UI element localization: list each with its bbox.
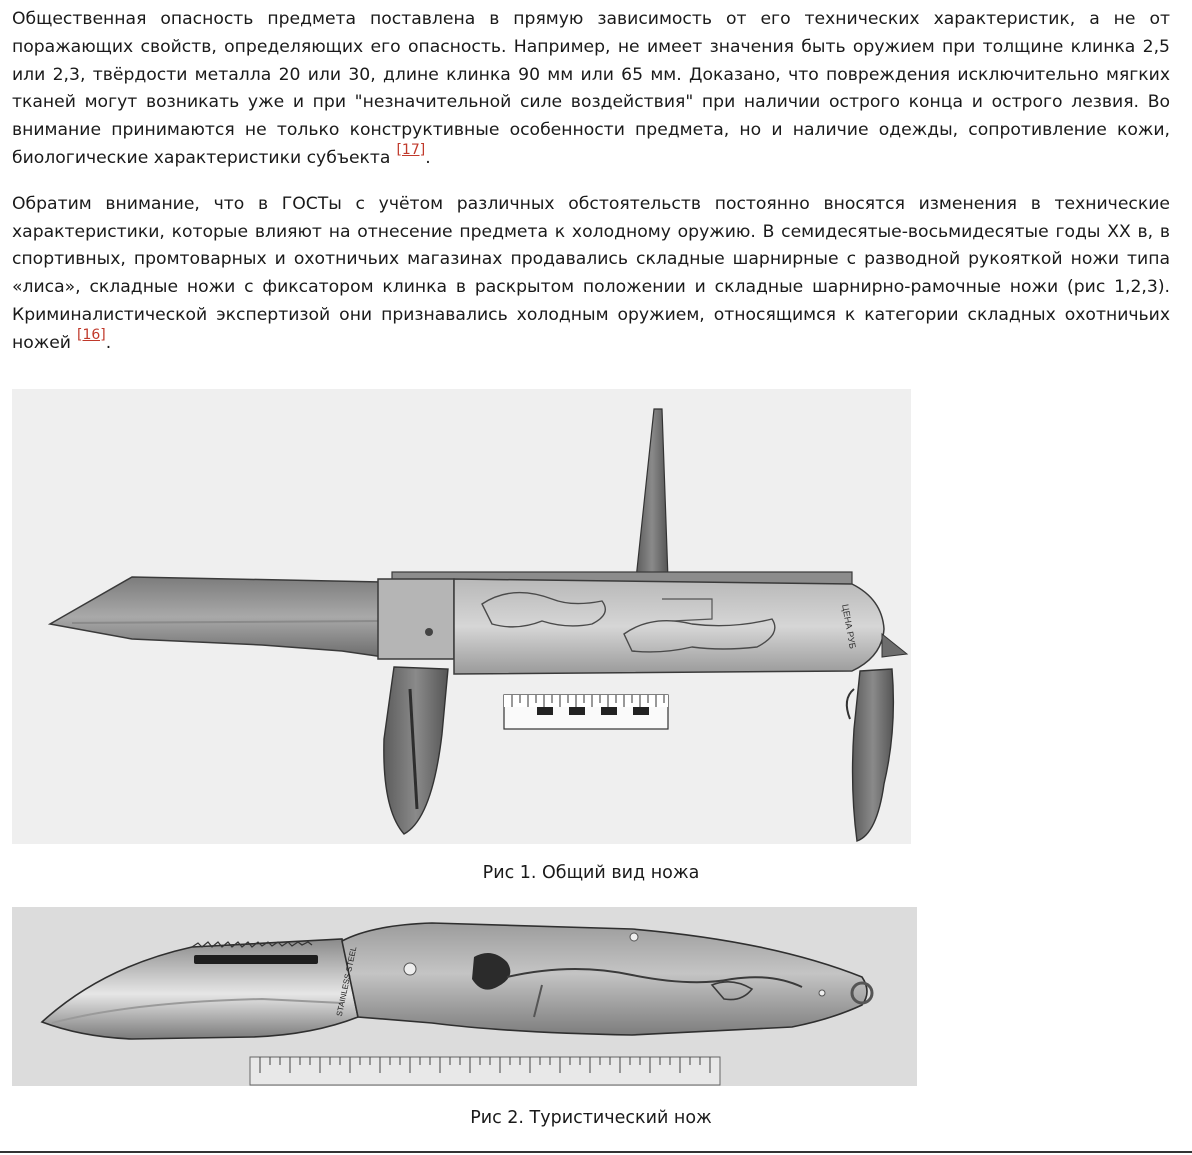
scale-ruler [504,695,668,729]
paragraph-1 [12,6,1170,173]
handle-stamp-text: ЦЕНА РУБ [840,603,858,650]
figure-2-caption: Рис 2. Туристический нож [470,1108,712,1128]
paragraph-2-end: . [105,332,112,353]
blade-stamp-text: STAINLESS STEEL [334,945,359,1018]
bolster [378,579,454,659]
figure-2-illustration [12,907,917,1086]
figure-1-caption: Рис 1. Общий вид ножа [482,863,700,883]
figure-2-knife-photo [12,907,917,1086]
paragraph-1-end: . [425,147,431,168]
paragraph-2 [12,191,1170,358]
paragraph-2-text: Обратим внимание, что в ГОСТы с учётом различных обстоятельств постоянно вносятся изменения в технические характеристики, которые влияют на отнесение предмета к холодному оружию. В семидесятые-восьмидесятые годы XX в, в спортивных, промтоварных и охотничьих магазинах продавались складные шарнирные с разводной рукояткой ножи типа «лиса», складные ножи с фиксатором клинка в раскрытом положении и складные шарнирно-рамочные ножи (рис 1,2,3). Криминалистической экспертизой они признавались холодным оружием, относящимся к категории складных охотничьих ножей [12,193,1170,353]
article-body [12,6,1170,358]
citation-link-16[interactable]: [16] [76,326,106,343]
scale-ruler [250,1057,720,1085]
paragraph-1-text: Общественная опасность предмета поставлена в прямую зависимость от его технических характеристик, а не от поражающих свойств, определяющих его опасность. Например, не имеет значения быть оружием при толщине клинка 2,5 или 2,3, твёрдости металла 20 или 30, длине клинка 90 мм или 65 мм. Доказано, что повреждения исключительно мягких тканей могут возникать уже и при "незначительной силе воздействия" при наличии острого конца и острого лезвия. Во внимание принимаются не только конструктивные особенности предмета, но и наличие одежды, сопротивление кожи, биологические характеристики субъекта [12,9,1170,168]
figure-1-illustration [12,389,911,844]
citation-link-17[interactable]: [17] [396,141,426,158]
figure-1-knife-photo [12,389,911,844]
nail-nick-slot [194,955,318,964]
bottom-divider [0,1151,1192,1153]
